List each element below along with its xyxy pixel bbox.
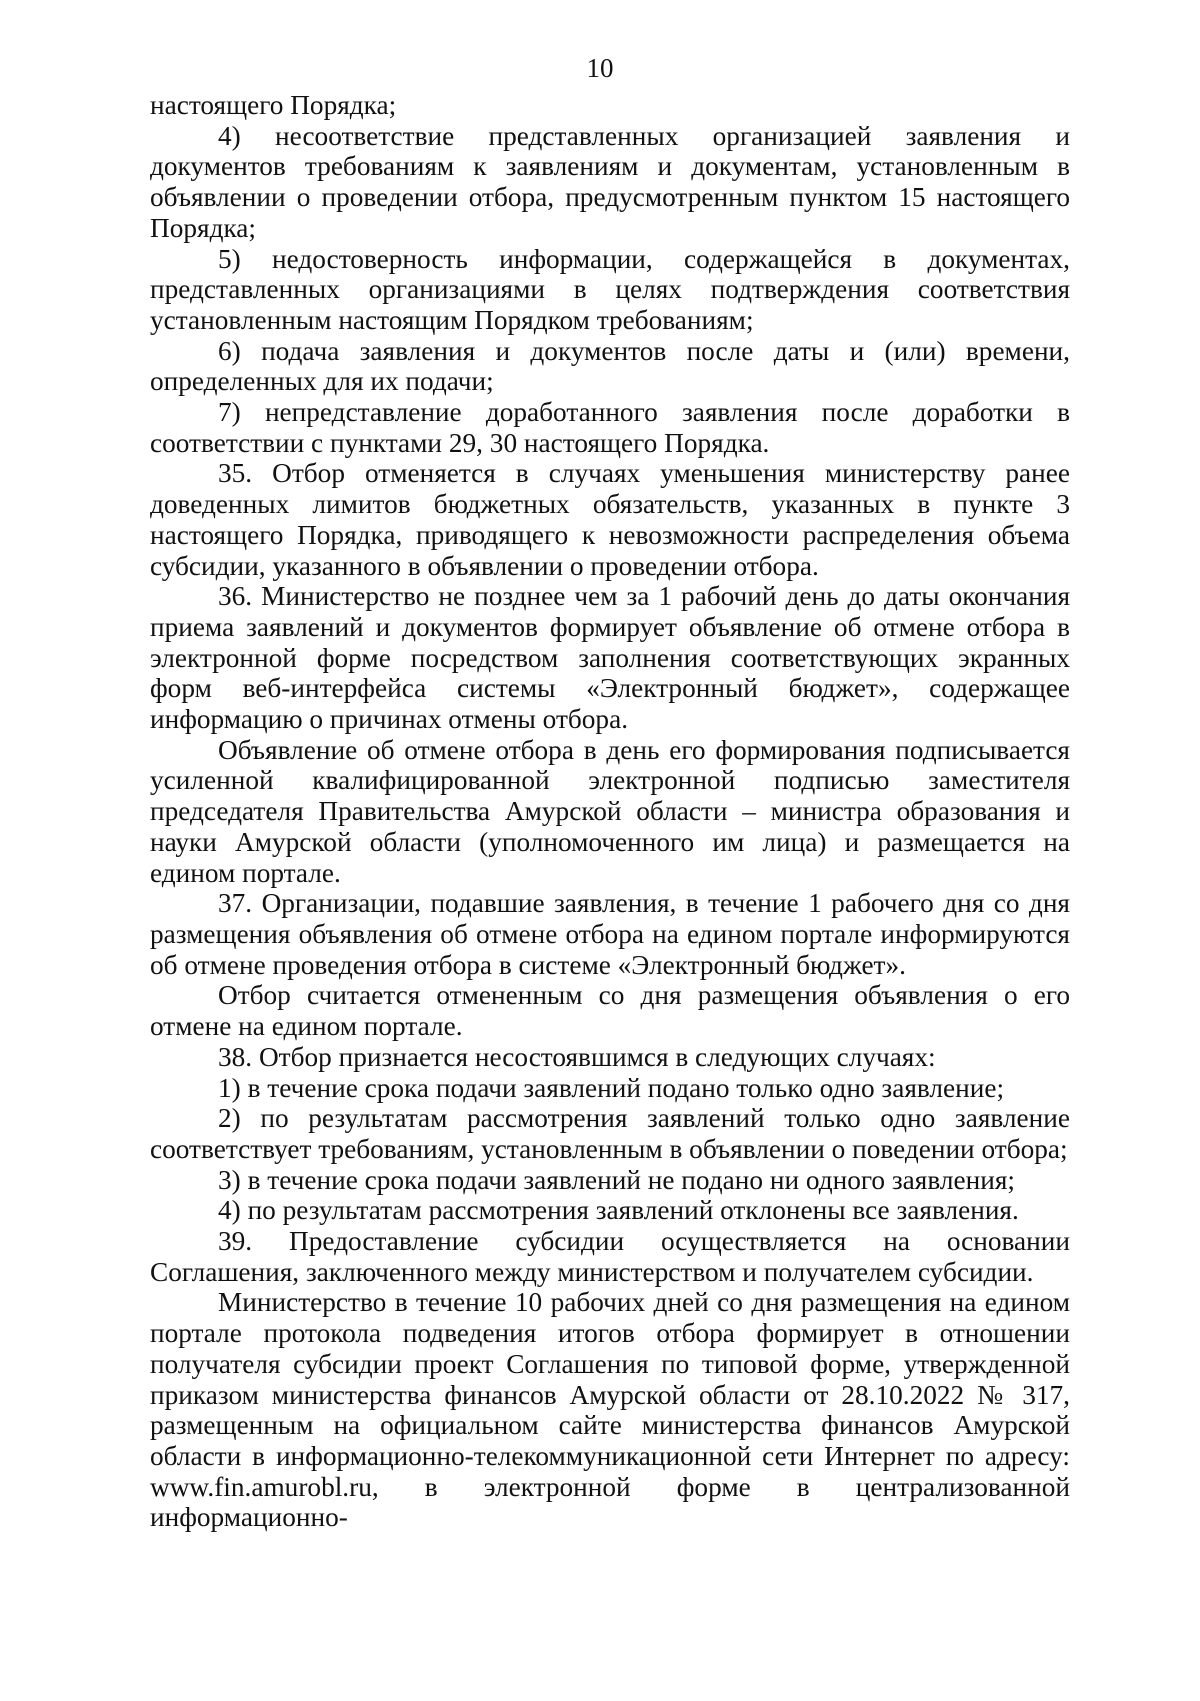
- paragraph-item-5: 5) недостоверность информации, содержащейся в документах, представленных организациями в целях подтверждения соответствия установленным настоящим Порядком требованиям;: [150, 243, 1070, 335]
- paragraph-39: 39. Предоставление субсидии осуществляется на основании Соглашения, заключенного между министерством и получателем субсидии.: [150, 1226, 1070, 1287]
- paragraph-item-7: 7) непредставление доработанного заявления после доработки в соответствии с пунктами 29, 30 настоящего Порядка.: [150, 397, 1070, 458]
- paragraph-item-6: 6) подача заявления и документов после даты и (или) времени, определенных для их подачи;: [150, 335, 1070, 397]
- paragraph-38-item-1: 1) в течение срока подачи заявлений подано только одно заявление;: [218, 1072, 1005, 1103]
- paragraph-38-item-3: 3) в течение срока подачи заявлений не подано ни одного заявления;: [218, 1164, 1015, 1195]
- paragraph-continuation: настоящего Порядка;: [150, 90, 397, 120]
- document-body: [150, 90, 1070, 1533]
- paragraph-37: 37. Организации, подавшие заявления, в течение 1 рабочего дня со дня размещения объявления об отмене отбора на едином портале информируются об отмене проведения отбора в системе «Электронный бюджет».: [150, 888, 1070, 980]
- paragraph-38-item-2: 2) по результатам рассмотрения заявлений только одно заявление соответствует требованиям, установленным в объявлении о поведении отбора;: [150, 1103, 1070, 1164]
- paragraph-38: 38. Отбор признается несостоявшимся в следующих случаях:: [218, 1041, 936, 1072]
- paragraph-39-ministry: Министерство в течение 10 рабочих дней со дня размещения на едином портале протокола подведения итогов отбора формирует в отношении получателя субсидии проект Соглашения по типовой форме, утвержденной приказом министерства финансов Амурской области от 28.10.2022 № 317, размещенным на официальном сайте министерства финансов Амурской области в информационно-телекоммуникационной сети Интернет по адресу: www.fin.amurobl.ru, в электронной форме в централизованной информационно-: [150, 1287, 1070, 1533]
- paragraph-36-announcement: Объявление об отмене отбора в день его формирования подписывается усиленной квалифицированной электронной подписью заместителя председателя Правительства Амурской области – министра образования и науки Амурской области (уполномоченного им лица) и размещается на едином портале.: [150, 734, 1070, 888]
- paragraph-37-cancelled: Отбор считается отмененным со дня размещения объявления о его отмене на едином портале.: [150, 980, 1070, 1042]
- paragraph-38-item-4: 4) по результатам рассмотрения заявлений отклонены все заявления.: [218, 1195, 1019, 1226]
- paragraph-35: 35. Отбор отменяется в случаях уменьшения министерству ранее доведенных лимитов бюджетных обязательств, указанных в пункте 3 настоящего Порядка, приводящего к невозможности распределения объема субсидии, указанного в объявлении о проведении отбора.: [150, 458, 1070, 581]
- page-number: 10: [586, 53, 614, 83]
- paragraph-item-4: 4) несоответствие представленных организацией заявления и документов требованиям к заявлениям и документам, установленным в объявлении о проведении отбора, предусмотренным пунктом 15 настоящего Порядка;: [150, 120, 1070, 243]
- paragraph-36: 36. Министерство не позднее чем за 1 рабочий день до даты окончания приема заявлений и документов формирует объявление об отмене отбора в электронной форме посредством заполнения соответствующих экранных форм веб-интерфейса системы «Электронный бюджет», содержащее информацию о причинах отмены отбора.: [150, 581, 1070, 735]
